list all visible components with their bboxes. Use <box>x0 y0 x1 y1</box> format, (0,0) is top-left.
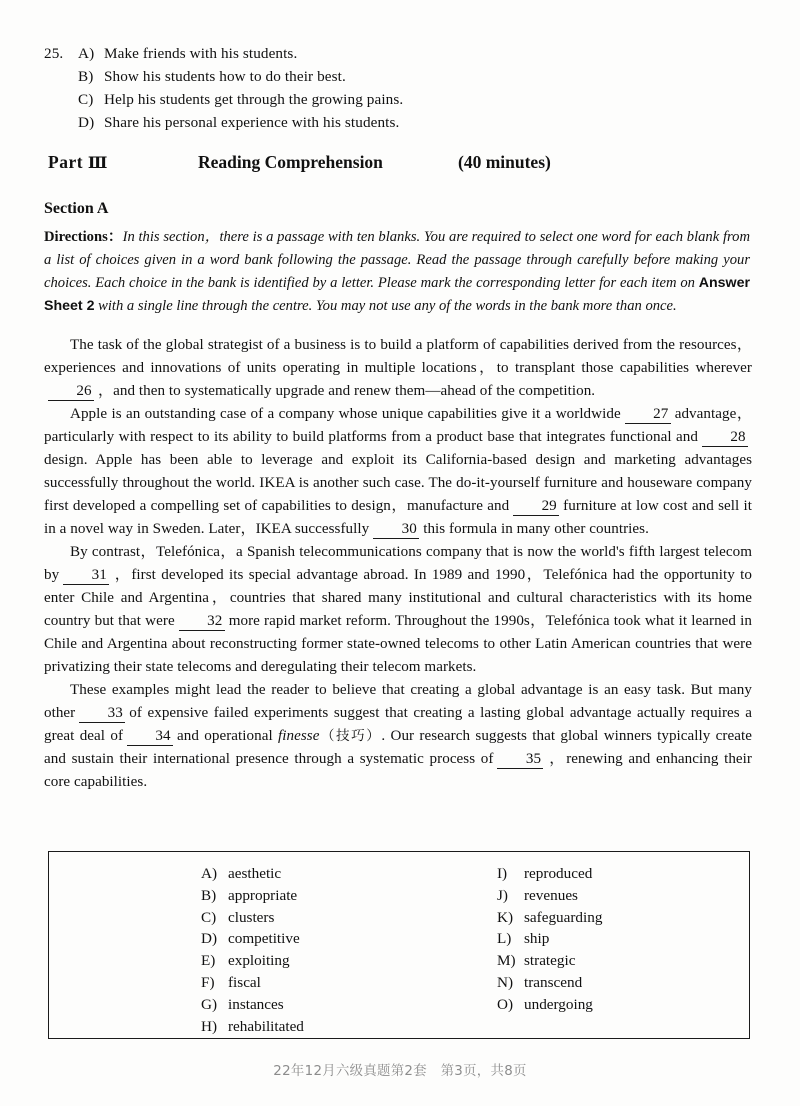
word-bank-columns <box>49 852 749 1037</box>
word-bank-option-c[interactable] <box>201 907 399 929</box>
word-bank-word: exploiting <box>228 952 290 970</box>
answer-sheet-reference: Answer Sheet 2 <box>44 275 750 314</box>
section-heading: Section A <box>44 200 109 217</box>
word-bank-word: strategic <box>524 952 576 970</box>
part-title: Reading Comprehension <box>198 152 383 172</box>
word-bank-option-i[interactable] <box>497 863 749 885</box>
passage-paragraph-3 <box>44 541 752 679</box>
word-bank-option-j[interactable] <box>497 885 749 907</box>
word-bank-word: aesthetic <box>228 865 282 882</box>
word-bank-column-left <box>49 863 399 1037</box>
para4-text-b: of expensive failed experiments suggest that creating a lasting global advantage actually requires a great deal of <box>44 705 752 744</box>
word-bank-option-f[interactable] <box>201 972 399 994</box>
word-bank-option-e[interactable] <box>201 950 399 972</box>
blank-33[interactable]: 33 <box>79 705 125 723</box>
para2-text-e: this formula in many other countries. <box>423 521 649 537</box>
word-bank-column-right <box>399 863 749 1037</box>
option-letter-b: B) <box>78 68 94 85</box>
word-bank-word: appropriate <box>228 886 298 904</box>
option-letter-c: C) <box>78 91 94 108</box>
passage-paragraph-2 <box>44 403 752 541</box>
option-text-a: Make friends with his students. <box>104 45 298 62</box>
para2-text-b: advantage，particularly with respect to its ability to build platforms from a product base that integrates functional and <box>44 406 752 445</box>
question-option-row <box>44 42 754 65</box>
para4-text-e: ，renewing and enhancing their core capabilities. <box>44 751 752 790</box>
blank-34[interactable]: 34 <box>127 728 173 746</box>
para4-text-c: and operational <box>177 728 273 744</box>
glossed-word-finesse: finesse <box>278 728 320 744</box>
question-option-row <box>44 88 754 111</box>
para3-text-a: By contrast，Telefónica，a Spanish telecommunications company that is now the world's fifth largest telecom by <box>44 544 752 583</box>
word-bank-letter: K) <box>497 908 514 926</box>
option-letter-a: A) <box>78 45 95 62</box>
chinese-gloss: （技巧） <box>319 728 382 744</box>
passage-paragraph-1 <box>44 334 752 403</box>
directions-label: Directions <box>44 229 108 245</box>
word-bank-letter: F) <box>201 973 215 991</box>
word-bank-letter: H) <box>201 1017 218 1035</box>
word-bank-option-a[interactable] <box>201 863 399 885</box>
para2-text-d: furniture at low cost and sell it in a novel way in Sweden. Later，IKEA successfully <box>44 498 752 537</box>
word-bank-word: clusters <box>228 908 275 926</box>
word-bank-option-b[interactable] <box>201 885 399 907</box>
word-bank-letter: J) <box>497 886 508 904</box>
para1-text-b: ，and then to systematically upgrade and renew them—ahead of the competition. <box>98 383 596 399</box>
para2-text-a: Apple is an outstanding case of a company whose unique capabilities give it a worldwide <box>70 406 621 422</box>
para4-text-a: These examples might lead the reader to believe that creating a global advantage is an easy task. But many other <box>44 682 752 721</box>
part-roman-numeral: Ⅲ <box>87 153 108 172</box>
word-bank-letter: C) <box>201 908 217 926</box>
option-letter-d: D) <box>78 114 95 131</box>
blank-29[interactable]: 29 <box>513 498 559 516</box>
directions-text-part1: In this section，there is a passage with ten blanks. You are required to select one word for each blank from a list of choices given in a word bank following the passage. Read the passage through carefully before making your choices. Each choice in the bank is identified by a letter. Please mark the corresponding letter for each item on <box>44 229 750 291</box>
word-bank-letter: A) <box>201 865 218 882</box>
word-bank-letter: I) <box>497 865 508 882</box>
word-bank-letter: G) <box>201 995 218 1013</box>
word-bank-word: instances <box>228 995 284 1013</box>
word-bank-option-m[interactable] <box>497 950 749 972</box>
blank-27[interactable]: 27 <box>625 406 671 424</box>
blank-35[interactable]: 35 <box>497 751 543 769</box>
word-bank-option-k[interactable] <box>497 907 749 929</box>
para2-text-c: design. Apple has been able to leverage and exploit its California-based design and marketing advantages successfully throughout the world. IKEA is another such case. The do-it-yourself furniture and houseware company first developed a compelling set of capabilities to design，manufacture and <box>44 452 752 514</box>
word-bank-letter: N) <box>497 973 514 991</box>
word-bank-option-l[interactable] <box>497 928 749 950</box>
option-text-b: Show his students how to do their best. <box>104 68 346 85</box>
word-bank-word: reproduced <box>524 865 593 882</box>
page-footer: 22年12月六级真题第2套 第3页，共8页 <box>273 1064 527 1079</box>
passage-paragraph-4 <box>44 679 752 794</box>
question-option-row <box>44 111 754 134</box>
blank-26[interactable]: 26 <box>48 383 94 401</box>
word-bank-word: fiscal <box>228 973 261 991</box>
word-bank-word: rehabilitated <box>228 1017 304 1035</box>
option-text-c: Help his students get through the growing pains. <box>104 91 404 108</box>
directions-colon: ： <box>107 229 123 245</box>
part-label-group <box>48 152 198 173</box>
para4-text-d: . Our research suggests that global winners typically create and sustain their international presence through a systematic process of <box>44 728 753 767</box>
directions-text-part2: with a single line through the centre. You may not use any of the words in the bank more than once. <box>94 298 677 314</box>
passage-body <box>44 334 752 794</box>
word-bank-option-n[interactable] <box>497 972 749 994</box>
directions-block <box>44 226 750 318</box>
question-25-block <box>44 42 754 134</box>
word-bank-option-h[interactable] <box>201 1016 399 1038</box>
word-bank-letter: E) <box>201 952 216 970</box>
para3-text-c: more rapid market reform. Throughout the 1990s，Telefónica took what it learned in Chile and Argentina about reconstructing former state-owned telecoms to other Latin American countries that were privatizing their state telecoms and deregulating their telecom markets. <box>44 613 752 675</box>
word-bank-word: undergoing <box>524 995 593 1013</box>
word-bank-box <box>48 851 750 1039</box>
question-option-row <box>44 65 754 88</box>
question-number: 25. <box>44 45 64 62</box>
blank-30[interactable]: 30 <box>373 521 419 539</box>
para1-text-a: The task of the global strategist of a business is to build a platform of capabilities derived from the resources，experiences and innovations of units operating in multiple locations，to transplant those capabilities wherever <box>44 337 752 376</box>
part-label: Part <box>48 152 84 172</box>
blank-31[interactable]: 31 <box>63 567 109 585</box>
para3-text-b: ，first developed its special advantage abroad. In 1989 and 1990，Telefónica had the opportunity to enter Chile and Argentina，countries that shared many institutional and cultural characteristics with its home country but that were <box>44 567 752 629</box>
word-bank-letter: D) <box>201 930 218 948</box>
part-time-allotment: (40 minutes) <box>458 152 551 172</box>
word-bank-letter: M) <box>497 952 516 970</box>
word-bank-word: transcend <box>524 973 583 991</box>
word-bank-word: ship <box>524 930 550 948</box>
word-bank-word: safeguarding <box>524 908 603 926</box>
word-bank-option-o[interactable] <box>497 994 749 1016</box>
word-bank-word: revenues <box>524 886 578 904</box>
word-bank-option-g[interactable] <box>201 994 399 1016</box>
word-bank-letter: O) <box>497 995 514 1013</box>
word-bank-letter: L) <box>497 930 512 948</box>
blank-28[interactable]: 28 <box>702 429 748 447</box>
option-text-d: Share his personal experience with his students. <box>104 114 400 131</box>
word-bank-option-d[interactable] <box>201 928 399 950</box>
word-bank-word: competitive <box>228 930 300 948</box>
word-bank-letter: B) <box>201 886 217 904</box>
blank-32[interactable]: 32 <box>179 613 225 631</box>
part-heading <box>48 152 754 173</box>
